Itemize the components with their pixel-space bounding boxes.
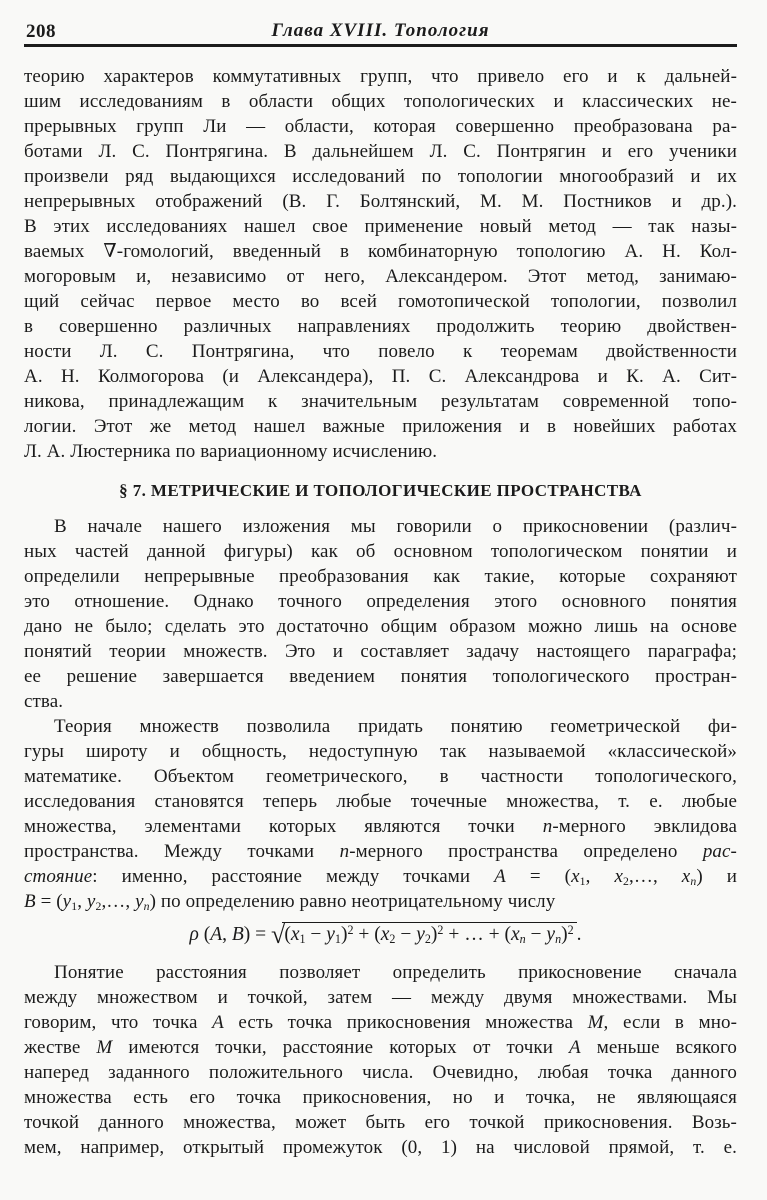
distance-formula xyxy=(34,918,737,952)
text-line: множества, элементами которых являются точки n-мерного эвклидова xyxy=(24,816,737,837)
text-line: точкой данного множества, может быть его точкой прикосновения. Возь- xyxy=(24,1112,737,1133)
text-line: в совершенно различных направлениях продолжить теорию двойствен- xyxy=(24,316,737,337)
text-line: говорим, что точка A есть точка прикосновения множества M, если в мно- xyxy=(24,1012,738,1033)
text-line: гуры широту и общность, недоступную так называемой «классической» xyxy=(24,741,737,762)
text-line: ее решение завершается введением понятия топологического простран- xyxy=(24,666,737,687)
text-line: никова, принадлежащим к значительным результатам современной топо- xyxy=(24,391,737,412)
section-heading: § 7. МЕТРИЧЕСКИЕ И ТОПОЛОГИЧЕСКИЕ ПРОСТРАНСТВА xyxy=(119,481,642,500)
header-rule xyxy=(24,44,737,47)
text-line: могоровым и, независимо от него, Александером. Этот метод, занимаю- xyxy=(24,266,737,287)
paragraph xyxy=(24,714,737,914)
formula-period: . xyxy=(576,924,582,945)
text-line: А. Н. Колмогорова (и Александера), П. С. Александрова и К. А. Сит- xyxy=(24,366,737,387)
text-line: непрерывных отображений (В. Г. Болтянский, М. М. Постников и др.). xyxy=(24,191,737,212)
paragraph xyxy=(24,64,737,464)
text-line: математике. Объектом геометрического, в частности топологического, xyxy=(24,766,737,787)
text-line: определили непрерывные преобразования как такие, которые сохраняют xyxy=(24,566,737,587)
formula-radicand: $(x_1 - y_1)^2 + (x_2 - y_2)^2$ + … + $(x_n - y_n)^2$ xyxy=(282,922,576,945)
page-number: 208 xyxy=(26,21,56,42)
text-line: ваемых ∇-гомологий, введенный в комбинаторную топологию А. Н. Кол- xyxy=(24,241,737,262)
text-line: ных частей данной фигуры) как об основном топологическом понятии и xyxy=(24,541,737,562)
text-line: наперед заданного положительного числа. Очевидно, любая точка данного xyxy=(24,1062,737,1083)
text-line: теорию характеров коммутативных групп, что привело его и к дальней- xyxy=(24,66,737,87)
text-line: логии. Этот же метод нашел важные приложения и в новейших работах xyxy=(24,416,737,437)
text-line: пространства. Между точками n-мерного пространства определено рас- xyxy=(24,841,737,862)
text-line: дано не было; сделать это достаточно общим образом можно лишь на основе xyxy=(24,616,737,637)
paragraph xyxy=(24,514,737,714)
text-line: щий сейчас первое место во всей гомотопической топологии, позволил xyxy=(24,291,737,312)
text-line: произвели ряд выдающихся исследований по топологии многообразий и их xyxy=(24,166,737,187)
text-line: исследования становятся теперь любые точечные множества, т. е. любые xyxy=(24,791,737,812)
text-line: ства. xyxy=(24,691,64,712)
text-line: стояние: именно, расстояние между точками $A = (x_1$, $x_2,\dots$, $x_n$) и xyxy=(24,866,738,888)
text-line: В этих исследованиях нашел свое применение новый метод — так назы- xyxy=(24,216,737,237)
text-line: Теория множеств позволила придать понятию геометрической фи- xyxy=(54,716,737,737)
text-line: между множеством и точкой, затем — между двумя множествами. Мы xyxy=(24,987,737,1008)
radical-sign: √ xyxy=(271,920,286,949)
paragraph xyxy=(24,960,737,1160)
text-line: жестве M имеются точки, расстояние которых от точки A меньше всякого xyxy=(24,1037,738,1058)
text-line: множества есть его точка прикосновения, но и точка, не являющаяся xyxy=(24,1087,737,1108)
text-line: ности Л. С. Понтрягина, что повело к теоремам двойственности xyxy=(24,341,737,362)
running-title: Глава XVIII. Топология xyxy=(271,20,490,41)
text-line: ботами Л. С. Понтрягина. В дальнейшем Л. С. Понтрягин и его ученики xyxy=(24,141,737,162)
text-line: шим исследованиям в области общих топологических и классических не- xyxy=(24,91,737,112)
text-line: понятий теории множеств. Это и составляет задачу настоящего параграфа; xyxy=(24,641,737,662)
running-header xyxy=(24,20,737,47)
text-line: $B = (y_1$, $y_2,\dots$, $y_n$) по определению равно неотрицательному числу xyxy=(24,891,556,913)
text-line: Понятие расстояния позволяет определить прикосновение сначала xyxy=(54,962,737,983)
text-line: Л. А. Люстерника по вариационному исчислению. xyxy=(24,441,438,462)
text-line: это отношение. Однако точного определения этого основного понятия xyxy=(24,591,737,612)
text-line: мем, например, открытый промежуток (0, 1) на числовой прямой, т. е. xyxy=(24,1137,737,1158)
formula-lhs: ρ (A, B) = xyxy=(189,924,272,945)
text-line: В начале нашего изложения мы говорили о прикосновении (различ- xyxy=(54,516,737,537)
text-line: прерывных групп Ли — области, которая совершенно преобразована ра- xyxy=(24,116,737,137)
